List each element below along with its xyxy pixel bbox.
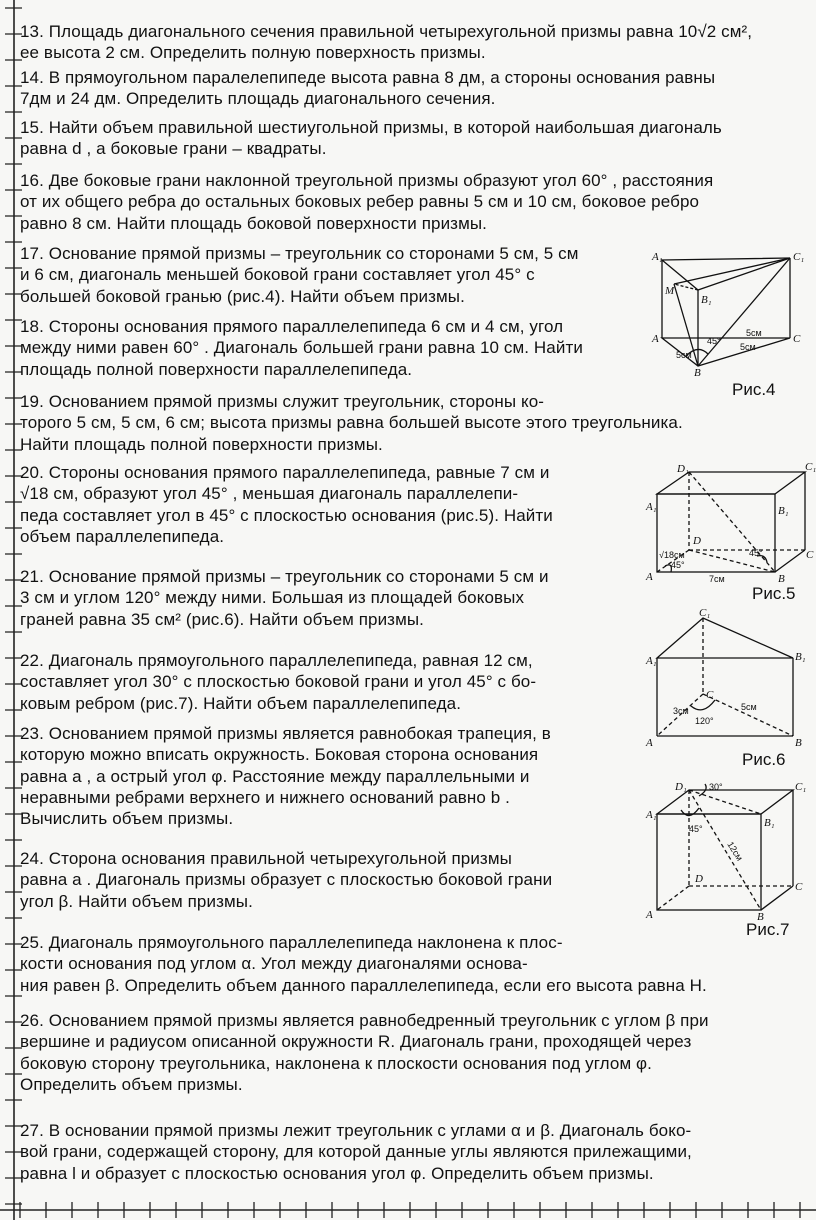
problem-23: 23. Основанием прямой призмы является равнобокая трапеция, в которую можно вписать окружность. Боковая сторона основания равна a , а острый угол φ. Расстояние между параллельными и неравными ребрами верхнего и нижнего оснований равно b . Вычислить объем призмы. xyxy=(20,724,551,829)
fig5-label-B1: B₁ xyxy=(778,505,789,517)
figure-6 xyxy=(645,608,815,754)
fig7-label-C: C xyxy=(795,881,803,893)
fig4-side-5cm-b: 5см xyxy=(740,342,756,352)
fig5-label-C: C xyxy=(806,549,814,561)
problem-21: 21. Основание прямой призмы – треугольник со сторонами 5 см и 3 см и углом 120° между ними. Большая из площадей боковых граней равна 35 см² (рис.6). Найти объем призмы. xyxy=(20,567,549,629)
fig7-caption: Рис.7 xyxy=(746,920,790,939)
problem-17: 17. Основание прямой призмы – треугольник со сторонами 5 см, 5 см и 6 см, диагональ меньшей боковой грани составляет угол 45° с большей боковой гранью (рис.4). Найти объем призмы. xyxy=(20,244,579,306)
fig4-label-M: M xyxy=(665,285,675,297)
fig5-label-D1: D₁ xyxy=(677,463,689,475)
problem-22: 22. Диагональ прямоугольного параллелепипеда, равная 12 см, составляет угол 30° с плоскостью боковой грани и угол 45° с бо- ковым ребром (рис.7). Найти объем параллелепипеда. xyxy=(20,651,537,713)
fig7-label-A1: A₁ xyxy=(646,809,657,821)
fig6-label-A1: A₁ xyxy=(646,655,657,667)
problem-18: 18. Стороны основания прямого параллелепипеда 6 см и 4 см, угол между ними равен 60° . Диагональ большей грани равна 10 см. Найти площадь полной поверхности параллелепипеда. xyxy=(20,317,583,379)
fig6-label-A: A xyxy=(646,737,653,749)
fig4-label-C: C xyxy=(793,333,801,345)
fig5-label-B: B xyxy=(778,573,785,585)
fig7-label-B1: B₁ xyxy=(764,817,775,829)
problem-19: 19. Основанием прямой призмы служит треугольник, стороны ко- торого 5 см, 5 см, 6 см; высота призмы равна большей высоте этого треугольника. Найти площадь полной поверхности призмы. xyxy=(20,392,683,454)
fig6-caption: Рис.6 xyxy=(742,750,786,769)
fig7-diagonal-12cm: 12см xyxy=(725,839,745,863)
fig4-caption: Рис.4 xyxy=(732,380,776,399)
fig6-side-3cm: 3см xyxy=(673,706,689,716)
fig6-label-B1: B₁ xyxy=(795,651,806,663)
fig7-angle-30: 30° xyxy=(709,782,723,792)
fig6-label-B: B xyxy=(795,737,802,749)
fig4-angle-45: 45° xyxy=(707,336,721,346)
problem-24: 24. Сторона основания правильной четырехугольной призмы равна a . Диагональ призмы образует с плоскостью боковой грани угол β. Найти объем призмы. xyxy=(20,849,553,911)
fig4-label-A1: A₁ xyxy=(652,251,663,263)
fig6-label-C1: C₁ xyxy=(699,607,711,619)
problem-15: 15. Найти объем правильной шестиугольной призмы, в которой наибольшая диагональ равна d , а боковые грани – квадраты. xyxy=(20,118,722,159)
figure-4 xyxy=(650,248,810,379)
fig7-label-A: A xyxy=(646,909,653,921)
fig6-angle-120: 120° xyxy=(695,716,714,726)
fig5-length-root18: √18см xyxy=(659,550,685,560)
problem-25: 25. Диагональ прямоугольного параллелепипеда наклонена к плос- кости основания под углом α. Угол между диагоналями основа- ния равен β. Определить объем данного параллелепипеда, если его высота равна H. xyxy=(20,933,707,995)
fig5-label-A1: A₁ xyxy=(646,501,657,513)
fig7-label-D1: D₁ xyxy=(675,781,687,793)
fig4-label-A: A xyxy=(652,333,659,345)
problem-16: 16. Две боковые грани наклонной треугольной призмы образуют угол 60° , расстояния от их общего ребра до остальных боковых ребер равны 5 см и 10 см, боковое ребро равно 8 см. Найти площадь боковой поверхности призмы. xyxy=(20,171,714,233)
fig4-label-B1: B₁ xyxy=(701,294,712,306)
fig5-angle-45-a: 45° xyxy=(671,560,685,570)
fig5-label-A: A xyxy=(646,571,653,583)
problem-13: 13. Площадь диагонального сечения правильной четырехугольной призмы равна 10√2 см², ее высота 2 см. Определить полную поверхность призмы. xyxy=(20,22,753,63)
fig4-label-B: B xyxy=(694,367,701,379)
fig5-label-D: D xyxy=(693,535,701,547)
fig5-label-C1: C₁ xyxy=(805,461,816,473)
problem-26: 26. Основанием прямой призмы является равнобедренный треугольник с углом β при вершине и радиусом описанной окружности R. Диагональ грани, проходящей через боковую сторону треугольника, наклонена к плоскости основания под углом φ. Определить объем призмы. xyxy=(20,1011,709,1094)
problem-27: 27. В основании прямой призмы лежит треугольник с углами α и β. Диагональ боко- вой грани, содержащей сторону, для которой данные углы являются прилежащими, равна l и образует с плоскостью основания угол φ. Определить объем призмы. xyxy=(20,1121,692,1183)
fig4-label-C1: C₁ xyxy=(793,251,805,263)
fig7-label-B: B xyxy=(757,911,764,923)
figure-7 xyxy=(645,778,815,923)
fig4-side-5cm-c: 5см xyxy=(746,328,762,338)
problem-14: 14. В прямоугольном паралелепипеде высота равна 8 дм, а стороны основания равны 7дм и 24 дм. Определить площадь диагонального сечения. xyxy=(20,68,716,109)
fig7-label-D: D xyxy=(695,873,703,885)
fig6-label-C: C xyxy=(706,689,714,701)
figure-5 xyxy=(645,462,815,584)
fig4-side-5cm-a: 5см xyxy=(676,350,692,360)
fig5-caption: Рис.5 xyxy=(752,584,796,603)
fig7-label-C1: C₁ xyxy=(795,781,807,793)
fig6-side-5cm: 5см xyxy=(741,702,757,712)
fig5-angle-45-b: 45° xyxy=(749,548,763,558)
problem-20: 20. Стороны основания прямого параллелепипеда, равные 7 см и √18 см, образуют угол 45° , меньшая диагональ параллелепи- педа составляет угол в 45° с плоскостью основания (рис.5). Найти объем параллелепипеда. xyxy=(20,463,553,546)
fig7-angle-45: 45° xyxy=(689,824,703,834)
fig5-length-7cm: 7см xyxy=(709,574,725,584)
